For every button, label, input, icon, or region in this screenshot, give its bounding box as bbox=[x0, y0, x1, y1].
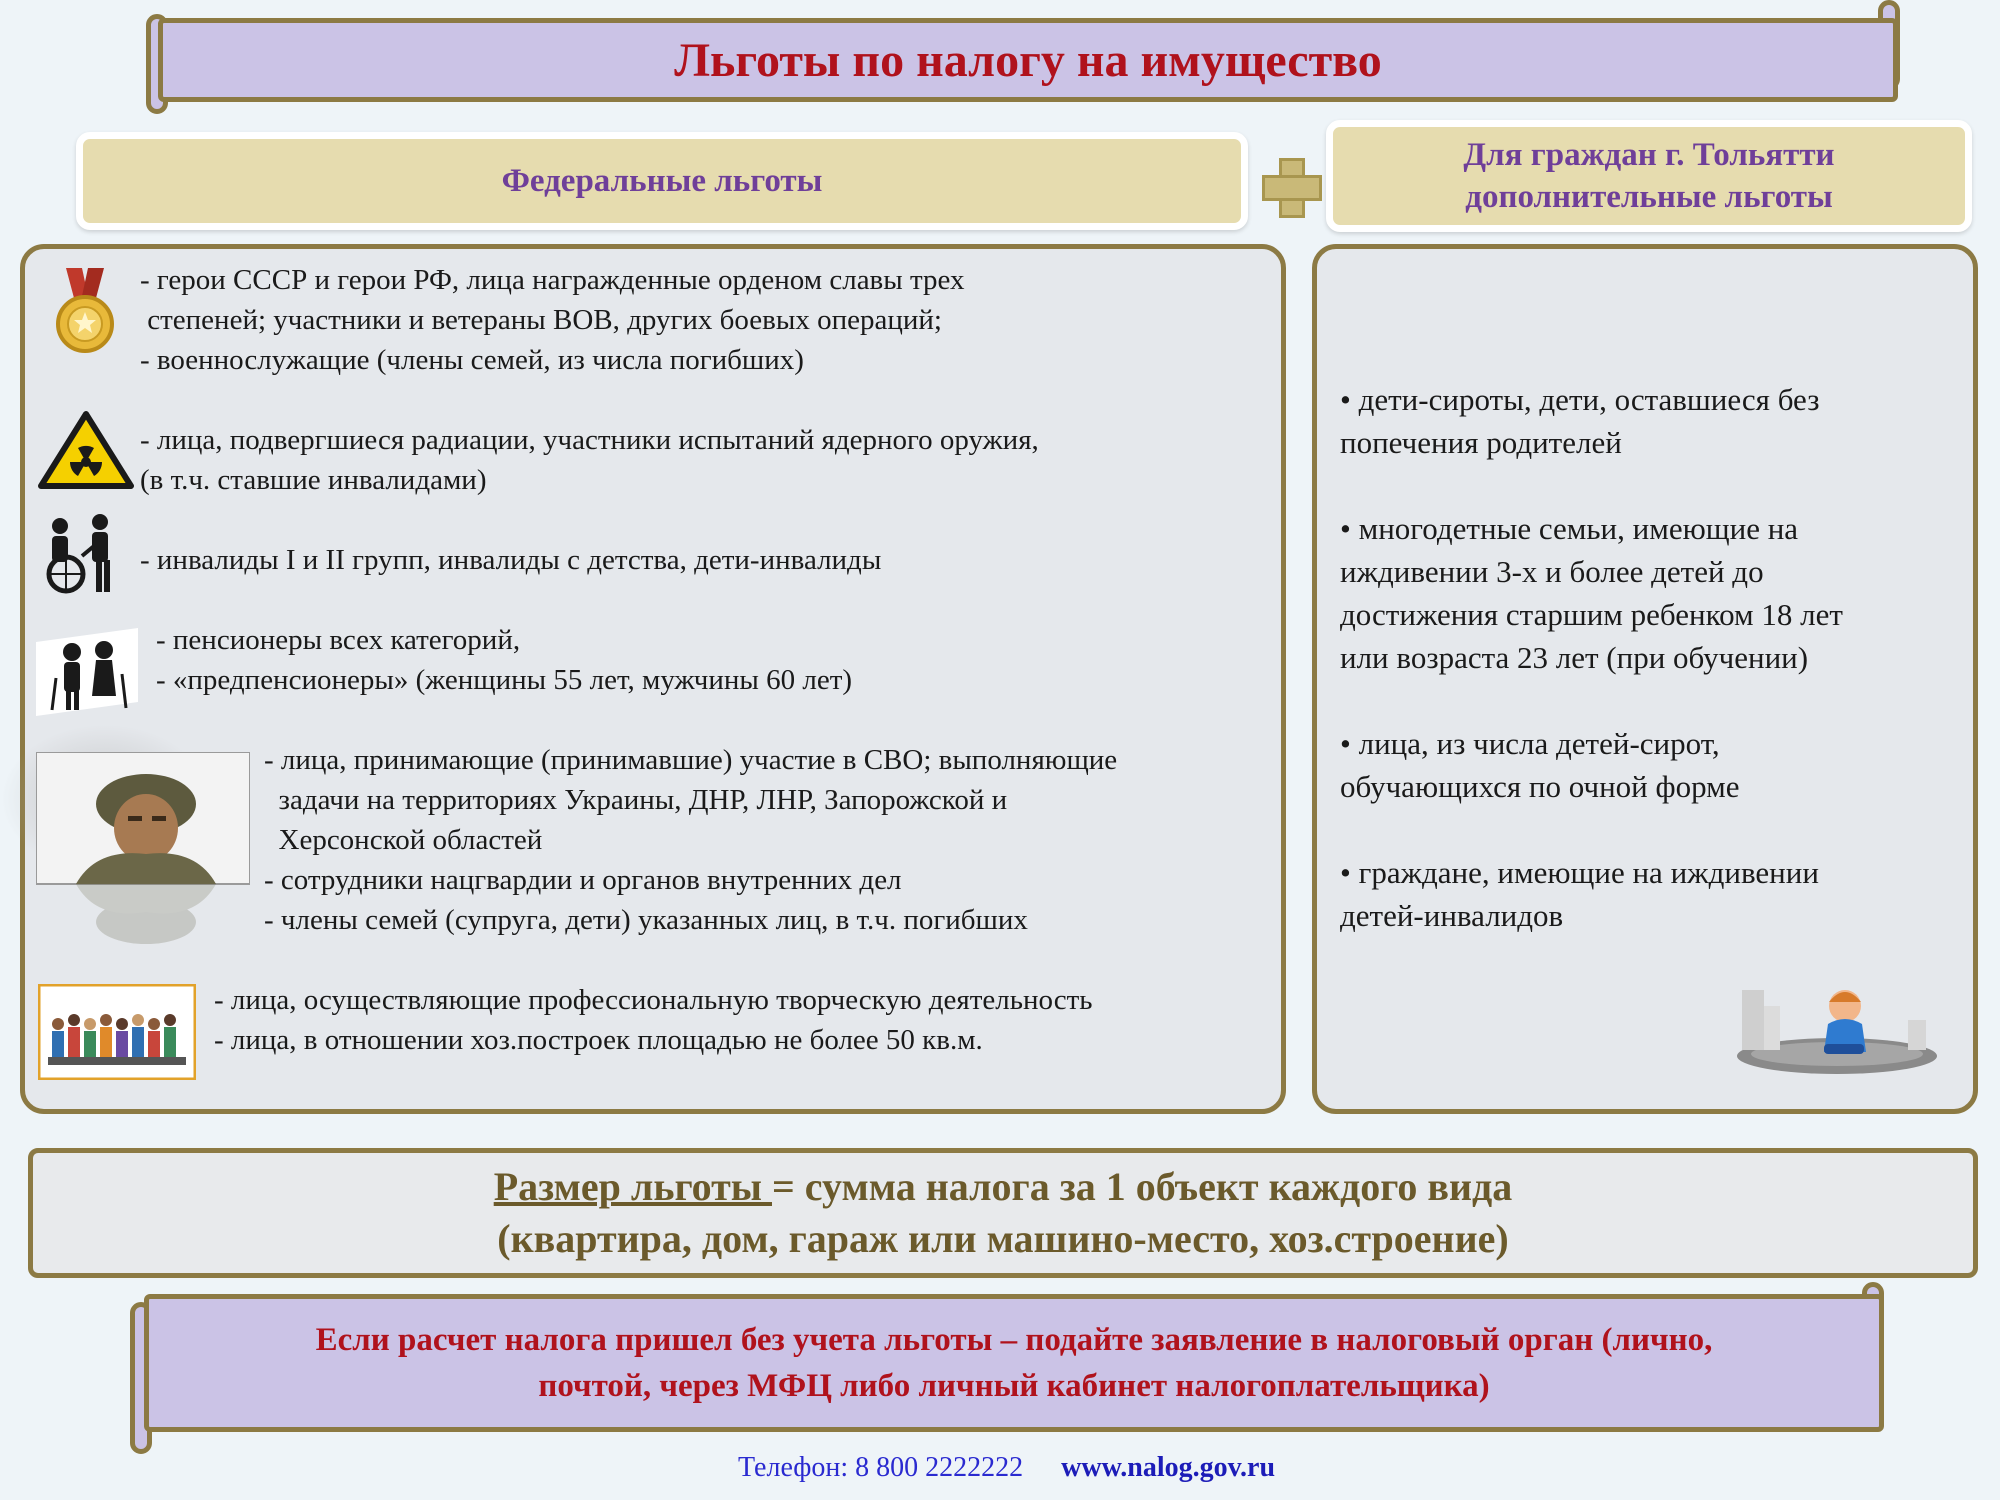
federal-benefits-header bbox=[76, 132, 1248, 230]
federal-g6-line2: - лица, в отношении хоз.построек площадью не более 50 кв.м. bbox=[214, 1024, 983, 1056]
local-header-line2: дополнительные льготы bbox=[1465, 179, 1833, 215]
federal-g5-line5: - члены семей (супруга, дети) указанных лиц, в т.ч. погибших bbox=[264, 904, 1028, 936]
federal-g4-line1: - пенсионеры всех категорий, bbox=[156, 624, 521, 656]
local-item-2: • многодетные семьи, имеющие на иждивении 3-х и более детей до достижения старшим ребенком 18 лет или возраста 23 лет (при обучении) bbox=[1340, 511, 1843, 675]
local-benefits-header bbox=[1326, 120, 1972, 232]
plus-icon bbox=[1262, 158, 1316, 212]
federal-g1-line3: - военнослужащие (члены семей, из числа погибших) bbox=[140, 344, 804, 376]
federal-g5-line4: - сотрудники нацгвардии и органов внутренних дел bbox=[264, 864, 902, 896]
federal-g3-line1: - инвалиды I и II групп, инвалиды с детства, дети-инвалиды bbox=[140, 544, 882, 576]
notice-line1: Если расчет налога пришел без учета льготы – подайте заявление в налоговый орган (лично, bbox=[315, 1322, 1713, 1358]
local-item-1: • дети-сироты, дети, оставшиеся без попечения родителей bbox=[1340, 382, 1820, 460]
federal-g5-line2: задачи на территориях Украины, ДНР, ЛНР, Запорожской и bbox=[264, 784, 1008, 816]
medal-icon bbox=[52, 268, 118, 354]
footer-website-link[interactable]: www.nalog.gov.ru bbox=[1061, 1452, 1276, 1483]
federal-g6-line1: - лица, осуществляющие профессиональную творческую деятельность bbox=[214, 984, 1093, 1016]
soldier-photo bbox=[36, 752, 250, 964]
title-banner bbox=[158, 18, 1898, 102]
benefit-size-line2: (квартира, дом, гараж или машино-место, хоз.строение) bbox=[497, 1216, 1509, 1261]
federal-g1-line1: - герои СССР и герои РФ, лица награжденные орденом славы трех bbox=[140, 264, 965, 296]
federal-g5-line1: - лица, принимающие (принимавшие) участие в СВО; выполняющие bbox=[264, 744, 1118, 776]
crowd-photo bbox=[38, 984, 196, 1080]
notice-banner bbox=[144, 1294, 1884, 1432]
footer bbox=[738, 1452, 1275, 1484]
local-benefit-list bbox=[1340, 378, 1960, 937]
federal-g5-line3: Херсонской областей bbox=[264, 824, 543, 856]
footer-phone: Телефон: 8 800 2222222 bbox=[738, 1452, 1024, 1483]
page-title: Льготы по налогу на имущество bbox=[674, 33, 1382, 87]
federal-g4-line2: - «предпенсионеры» (женщины 55 лет, мужчины 60 лет) bbox=[156, 664, 853, 696]
federal-header-label: Федеральные льготы bbox=[501, 163, 823, 199]
benefit-size-label: Размер льготы bbox=[493, 1164, 772, 1209]
pensioners-icon bbox=[36, 628, 138, 716]
federal-g2-line1: - лица, подвергшиеся радиации, участники испытаний ядерного оружия, bbox=[140, 424, 1039, 456]
local-item-3: • лица, из числа детей-сирот, обучающихся по очной форме bbox=[1340, 726, 1740, 804]
federal-g1-line2: степеней; участники и ветераны ВОВ, других боевых операций; bbox=[140, 304, 942, 336]
notice-line2: почтой, через МФЦ либо личный кабинет налогоплательщика) bbox=[538, 1368, 1490, 1404]
federal-g2-line2: (в т.ч. ставшие инвалидами) bbox=[140, 464, 487, 496]
local-header-line1: Для граждан г. Тольятти bbox=[1463, 137, 1835, 173]
sad-child-illustration bbox=[1720, 980, 1954, 1076]
benefit-size-line1 bbox=[494, 1161, 1513, 1213]
local-item-4: • граждане, имеющие на иждивении детей-инвалидов bbox=[1340, 855, 1819, 933]
radiation-icon bbox=[38, 410, 134, 490]
benefit-size-rest: = сумма налога за 1 объект каждого вида bbox=[772, 1164, 1513, 1209]
disabled-person-icon bbox=[42, 512, 120, 594]
benefit-size-box bbox=[28, 1148, 1978, 1278]
